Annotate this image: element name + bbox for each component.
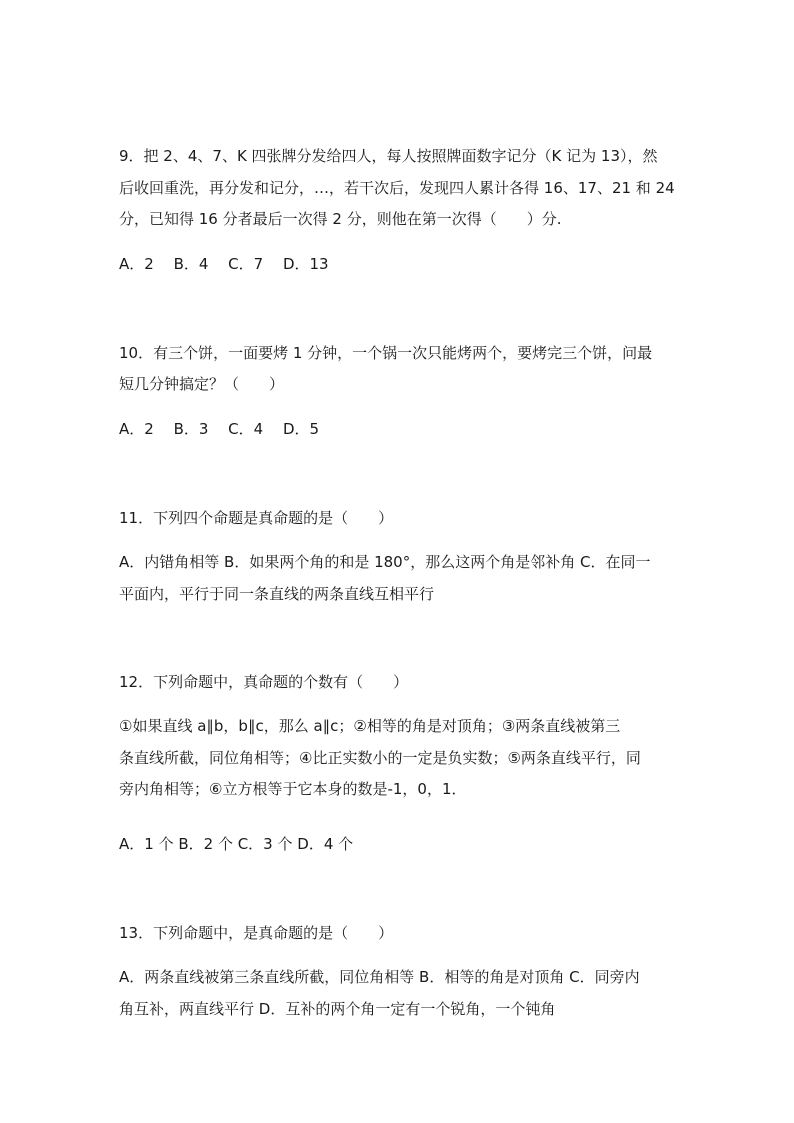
question-9-line-2: 后收回重洗，再分发和记分，…，若干次后，发现四人累计各得 16、17、21 和 24	[119, 179, 675, 197]
question-9-options: A．2 B．4 C．7 D．13	[119, 255, 329, 273]
question-12-options: A．1 个 B．2 个 C．3 个 D．4 个	[119, 835, 354, 853]
question-12-body-line-3: 旁内角相等；⑥立方根等于它本身的数是-1，0，1．	[119, 780, 467, 798]
question-9-line-3: 分，已知得 16 分者最后一次得 2 分，则他在第一次得（ ）分.	[119, 210, 562, 228]
question-11-stem: 11．下列四个命题是真命题的是（ ）	[119, 509, 394, 527]
question-10-options: A．2 B．3 C．4 D．5	[119, 420, 320, 438]
question-10-line-1: 10．有三个饼，一面要烤 1 分钟，一个锅一次只能烤两个，要烤完三个饼，问最	[119, 344, 653, 362]
question-13-stem: 13．下列命题中，是真命题的是（ ）	[119, 924, 394, 942]
question-13-options-line-1: A．两条直线被第三条直线所截，同位角相等 B．相等的角是对顶角 C．同旁内	[119, 968, 640, 986]
question-12-body-line-1: ①如果直线 a∥b，b∥c，那么 a∥c；②相等的角是对顶角；③两条直线被第三	[119, 717, 621, 735]
question-10-line-2: 短几分钟搞定？（ ）	[119, 375, 285, 393]
question-9-line-1: 9．把 2、4、7、K 四张牌分发给四人，每人按照牌面数字记分（K 记为 13），然	[119, 147, 658, 165]
question-11-options-line-1: A．内错角相等 B．如果两个角的和是 180°，那么这两个角是邻补角 C．在同一	[119, 553, 651, 571]
question-12-stem: 12．下列命题中，真命题的个数有（ ）	[119, 673, 409, 691]
question-12-body-line-2: 条直线所截，同位角相等；④比正实数小的一定是负实数；⑤两条直线平行，同	[119, 749, 641, 767]
question-11-options-line-2: 平面内，平行于同一条直线的两条直线互相平行	[119, 585, 435, 603]
question-13-options-line-2: 角互补，两直线平行 D．互补的两个角一定有一个锐角，一个钝角	[119, 1000, 556, 1018]
